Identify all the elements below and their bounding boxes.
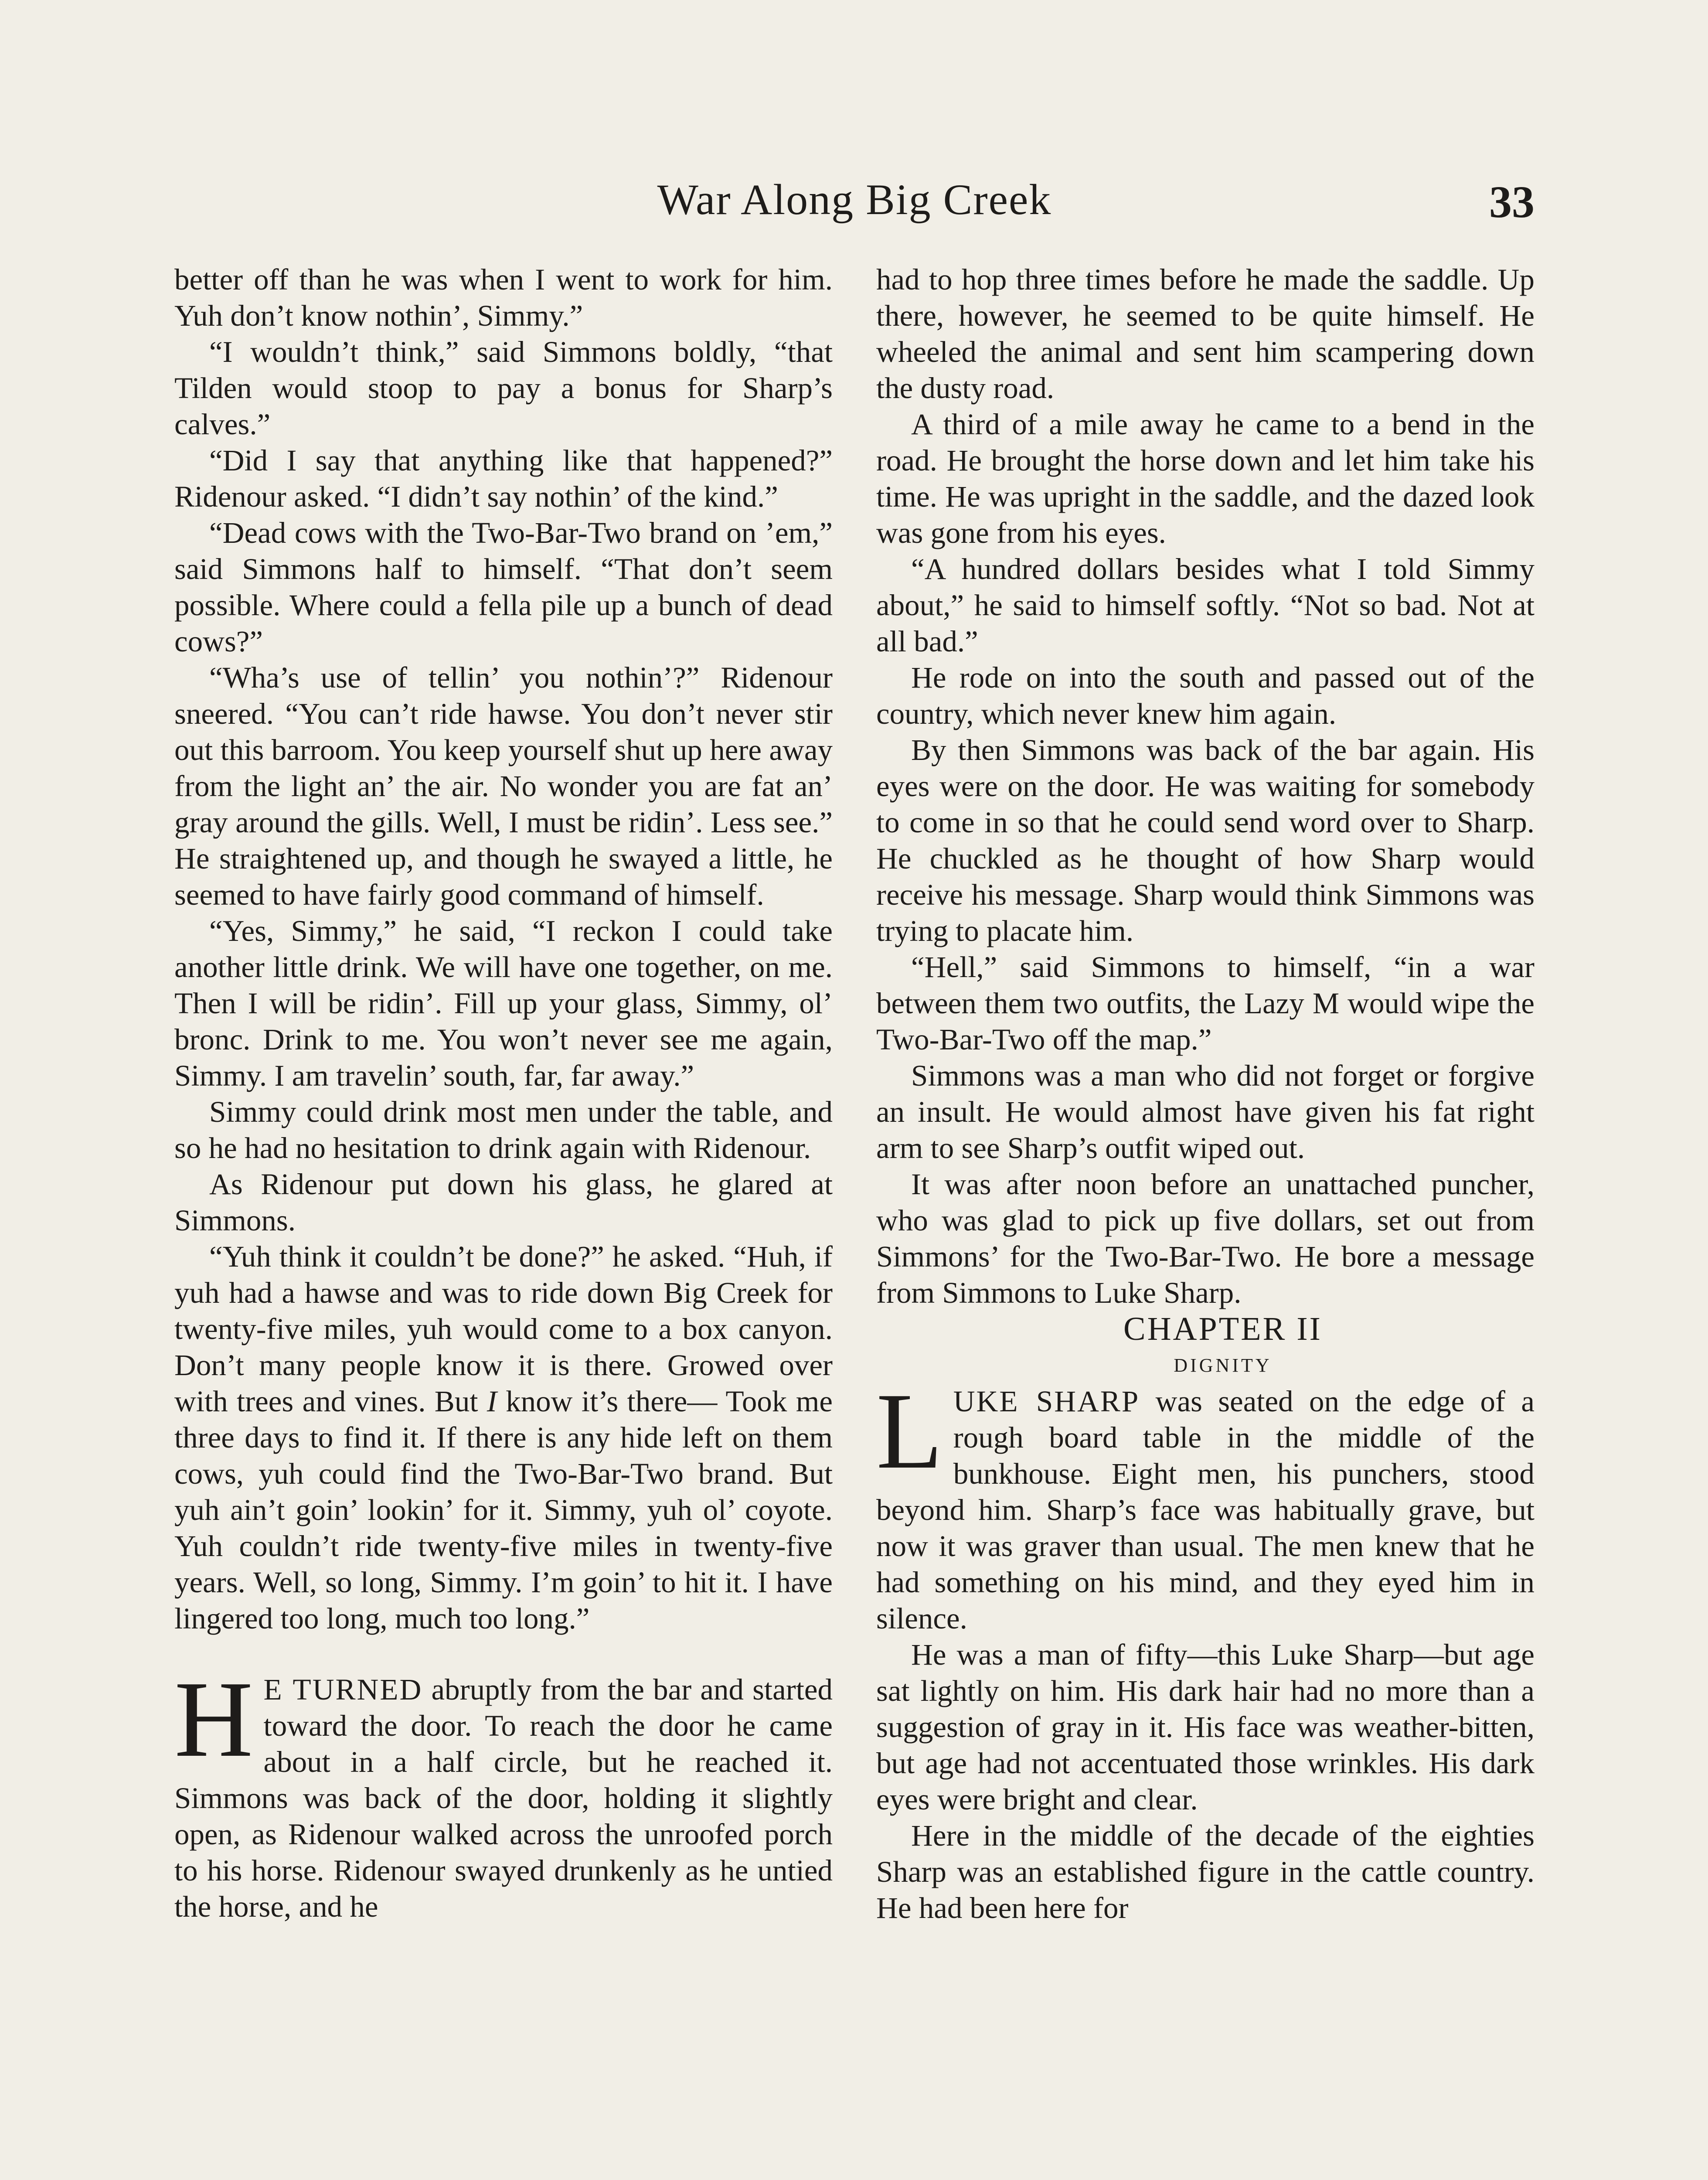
right-column bbox=[876, 262, 1534, 1926]
chapter-subtitle: DIGNITY bbox=[1174, 1355, 1272, 1376]
left-column bbox=[174, 262, 833, 1925]
paragraph: It was after noon before an unattached puncher, who was glad to pick up five dollars, set out from Simmons’ for the Two-Bar-Two. He bore a message from Simmons to Luke Sharp. bbox=[876, 1168, 1534, 1309]
paragraph-text: know it’s there— Took me three days to find it. If there is any hide left on them cows, yuh could find the Two-Bar-Two brand. But yuh ain’t goin’ lookin’ for it. Simmy, yuh ol’ coyote. Yuh couldn’t ride twenty-five miles in twenty-five years. Well, so long, Simmy. I’m goin’ to hit it. I have lingered too long, much too long.” bbox=[174, 1385, 833, 1635]
paragraph: “A hundred dollars besides what I told Simmy about,” he said to himself softly. “Not so bad. Not at all bad.” bbox=[876, 552, 1534, 658]
paragraph: As Ridenour put down his glass, he glared at Simmons. bbox=[174, 1168, 833, 1237]
drop-cap: H bbox=[174, 1659, 253, 1780]
paragraph bbox=[174, 1239, 833, 1637]
page-number: 33 bbox=[1489, 177, 1534, 227]
paragraph: By then Simmons was back of the bar again. His eyes were on the door. He was waiting for somebody to come in so that he could send word over to Sharp. He chuckled as he thought of how Sharp would receive his message. Sharp would think Simmons was trying to placate him. bbox=[876, 733, 1534, 947]
paragraph-text: “Yuh think it couldn’t be done?” he asked. “Huh, if yuh had a hawse and was to ride down Big Creek for twenty-five miles, yuh would come to a box canyon. Don’t many people know it is there. Growed over with trees and vines. But bbox=[174, 1240, 833, 1418]
chapter-title: CHAPTER II bbox=[1123, 1311, 1322, 1347]
paragraph bbox=[174, 1659, 833, 1925]
paragraph: “I wouldn’t think,” said Simmons boldly, “that Tilden would stoop to pay a bonus for Sharp’s calves.” bbox=[174, 335, 833, 441]
paragraph-text: abruptly from the bar and started toward the door. To reach the door he came about in a half circle, but he reached it. Simmons was back of the door, holding it slightly open, as Ridenour walked across the unroofed porch to his horse. Ridenour swayed drunkenly as he untied the horse, and he bbox=[174, 1673, 833, 1923]
drop-cap: L bbox=[876, 1371, 943, 1492]
paragraph: A third of a mile away he came to a bend in the road. He brought the horse down and let him take his time. He was upright in the saddle, and the dazed look was gone from his eyes. bbox=[876, 408, 1534, 549]
paragraph bbox=[876, 1371, 1534, 1637]
paragraph: He rode on into the south and passed out of the country, which never knew him again. bbox=[876, 661, 1534, 730]
paragraph: “Wha’s use of tellin’ you nothin’?” Ridenour sneered. “You can’t ride hawse. You don’t never stir out this barroom. You keep yourself shut up here away from the light an’ the air. No wonder you are fat an’ gray around the gills. Well, I must be ridin’. Less see.” He straightened up, and though he swayed a little, he seemed to have fairly good command of himself. bbox=[174, 661, 833, 911]
paragraph: “Hell,” said Simmons to himself, “in a war between them two outfits, the Lazy M would wipe the Two-Bar-Two off the map.” bbox=[876, 950, 1534, 1056]
paragraph: Simmy could drink most men under the table, and so he had no hesitation to drink again with Ridenour. bbox=[174, 1095, 833, 1165]
lead-in-text: E TURNED bbox=[263, 1673, 423, 1706]
paragraph: He was a man of fifty—this Luke Sharp—but age sat lightly on him. His dark hair had no more than a suggestion of gray in it. His face was weather-bitten, but age had not accentuated those wrinkles. His dark eyes were bright and clear. bbox=[876, 1638, 1534, 1816]
running-title: War Along Big Creek bbox=[657, 175, 1052, 224]
section-break bbox=[174, 1637, 833, 1672]
paragraph: Here in the middle of the decade of the eighties Sharp was an established figure in the cattle country. He had been here for bbox=[876, 1819, 1534, 1925]
paragraph: Simmons was a man who did not forget or forgive an insult. He would almost have given his fat right arm to see Sharp’s outfit wiped out. bbox=[876, 1059, 1534, 1165]
paragraph: better off than he was when I went to work for him. Yuh don’t know nothin’, Simmy.” bbox=[174, 263, 833, 332]
page-header bbox=[174, 174, 1534, 235]
paragraph: had to hop three times before he made the saddle. Up there, however, he seemed to be quite himself. He wheeled the animal and sent him scampering down the dusty road. bbox=[876, 263, 1534, 405]
paragraph-text: was seated on the edge of a rough board table in the middle of the bunkhouse. Eight men, his punchers, stood beyond him. Sharp’s face was habitually grave, but now it was graver than usual. The men knew that he had something on his mind, and they eyed him in silence. bbox=[876, 1385, 1534, 1635]
paragraph: “Yes, Simmy,” he said, “I reckon I could take another little drink. We will have one together, on me. Then I will be ridin’. Fill up your glass, Simmy, ol’ bronc. Drink to me. You won’t never see me again, Simmy. I am travelin’ south, far, far away.” bbox=[174, 914, 833, 1092]
paragraph: “Did I say that anything like that happened?” Ridenour asked. “I didn’t say nothin’ of the kind.” bbox=[174, 444, 833, 513]
lead-in-text: UKE SHARP bbox=[953, 1385, 1140, 1418]
paragraph: “Dead cows with the Two-Bar-Two brand on ’em,” said Simmons half to himself. “That don’t seem possible. Where could a fella pile up a bunch of dead cows?” bbox=[174, 516, 833, 658]
emphasis-text: I bbox=[487, 1385, 497, 1418]
